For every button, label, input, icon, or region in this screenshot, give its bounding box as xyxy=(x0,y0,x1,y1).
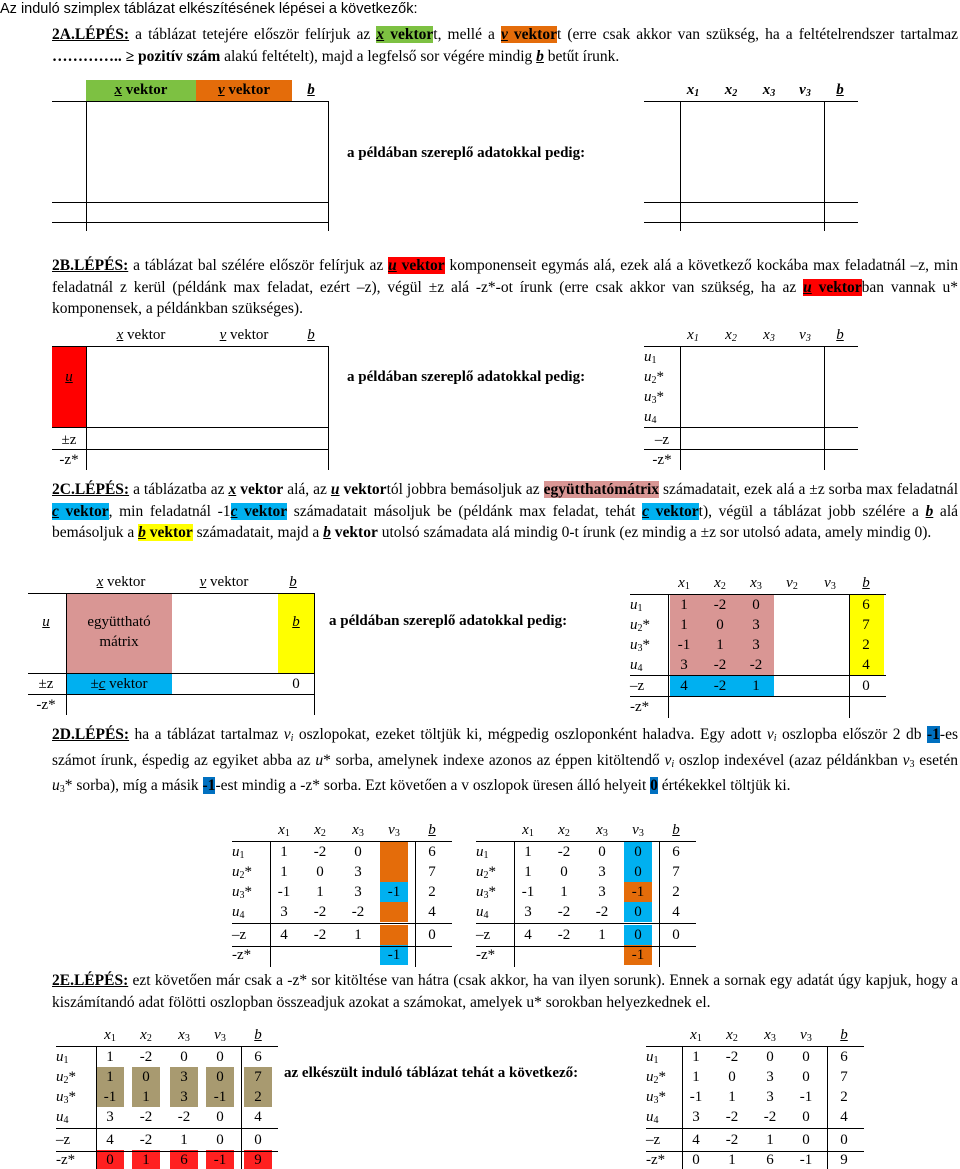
table-cell: 3 xyxy=(766,1089,774,1105)
table-cell: 0 xyxy=(624,902,652,922)
table-cell: -1 xyxy=(380,882,408,902)
table-cell: 3 xyxy=(680,657,688,673)
column-header: $x_3$ xyxy=(352,822,364,839)
column-header: b xyxy=(672,822,680,838)
row-label: $u_4$ xyxy=(232,904,245,921)
table-cell: 0 xyxy=(354,844,362,860)
column-header: $x_2$ xyxy=(726,1027,738,1044)
column-header: $x_2$ xyxy=(558,822,570,839)
column-header: b xyxy=(862,575,870,591)
table-cell: -1 xyxy=(96,1087,124,1107)
table-cell: 3 xyxy=(170,1087,198,1107)
row-label: $u_1$ xyxy=(232,844,245,861)
table-rule xyxy=(56,1128,278,1129)
table-cell xyxy=(380,862,408,882)
table-cell: 0 xyxy=(766,1049,774,1065)
table-cell: 0 xyxy=(840,1132,848,1148)
table-cell: -2 xyxy=(763,1109,777,1125)
table-cell: 1 xyxy=(354,927,362,943)
row-label: $u_2*$ xyxy=(630,617,650,634)
row-label: -z* xyxy=(56,1152,76,1168)
table-cell: 0 xyxy=(802,1109,810,1125)
table-cell: 1 xyxy=(598,927,606,943)
example-label-c: a példában szereplő adatokkal pedig: xyxy=(329,613,568,629)
column-header: $v_3$ xyxy=(824,575,836,592)
table-cell: 0 xyxy=(692,1152,700,1168)
row-label: $u_3*$ xyxy=(232,884,252,901)
row-label: $u_2*$ xyxy=(476,864,496,881)
table-cell: -1 xyxy=(624,882,652,902)
table-cell: 3 xyxy=(106,1109,114,1125)
table-rule xyxy=(646,1128,864,1129)
column-header: $x_2$ xyxy=(140,1027,152,1044)
table-cell: 3 xyxy=(598,884,606,900)
table-cell: 3 xyxy=(598,864,606,880)
table-cell: 0 xyxy=(560,864,568,880)
row-label: –z xyxy=(476,927,491,943)
table-cell: 0 xyxy=(206,1067,234,1087)
table-rule xyxy=(514,841,515,967)
table-cell: 7 xyxy=(862,617,870,633)
row-label: -z* xyxy=(646,1152,666,1168)
table-cell: -2 xyxy=(725,1109,739,1125)
table-cell: -1 xyxy=(206,1150,234,1169)
row-label: $u_4$ xyxy=(56,1109,69,1126)
table-cell: 2 xyxy=(840,1089,848,1105)
table-cell: 1 xyxy=(96,1067,124,1087)
table-cell xyxy=(778,615,806,635)
table-rule xyxy=(646,1151,864,1152)
table-cell: 1 xyxy=(716,637,724,653)
table-cell: -1 xyxy=(206,1087,234,1107)
table-cell: 4 xyxy=(672,904,680,920)
table-cell xyxy=(550,945,578,965)
row-label: $u_4$ xyxy=(630,657,643,674)
table-cell xyxy=(816,655,844,675)
table-cell xyxy=(816,595,844,615)
column-header: $x_3$ xyxy=(750,575,762,592)
row-label: $u_1$ xyxy=(646,1049,659,1066)
table-cell: 0 xyxy=(624,925,652,945)
table-cell xyxy=(270,945,298,965)
table-cell: 1 xyxy=(132,1087,160,1107)
table-cell: -1 xyxy=(677,637,691,653)
step-e-text: 2E.LÉPÉS: ezt követően már csak a -z* sor kitöltése van hátra (csak akkor, ha van ilyen sorunk). Ennek a sornak egy adatát úgy kapjuk, hogy a kiszámítandó adat fölötti oszlopban összeadjuk azokat a számokat, amelyek u* sorokban helyezkednek el. xyxy=(52,972,958,1011)
table-cell: -2 xyxy=(713,678,727,694)
table-cell: 1 xyxy=(766,1132,774,1148)
table-cell: 0 xyxy=(180,1049,188,1065)
example-label-a: a példában szereplő adatokkal pedig: xyxy=(347,145,586,161)
column-header: $x_1$ xyxy=(678,575,690,592)
table-cell: -1 xyxy=(277,884,291,900)
table-cell: 6 xyxy=(170,1150,198,1169)
table-cell: -1 xyxy=(799,1152,813,1168)
table-cell: -1 xyxy=(799,1089,813,1105)
table-rule xyxy=(827,1046,828,1169)
step-a-text: 2A.LÉPÉS: a táblázat tetejére először felírjuk az x vektort, mellé a v vektort (erre csak akkor van szükség, ha a feltételrendszer tartalmaz ………….. ≥ pozitív szám alakú feltételt), majd a legfelső sor végére mindig b betűt írunk. xyxy=(52,26,959,65)
row-label: $u_2*$ xyxy=(232,864,252,881)
table-cell: 6 xyxy=(862,597,870,613)
table-cell: 0 xyxy=(216,1132,224,1148)
table-cell: 0 xyxy=(428,927,436,943)
table-cell: 4 xyxy=(524,927,532,943)
table-cell: -1 xyxy=(380,945,408,965)
row-label: $u_3*$ xyxy=(476,884,496,901)
table-cell: 6 xyxy=(672,844,680,860)
table-cell: 0 xyxy=(752,597,760,613)
table-cell: 1 xyxy=(280,844,288,860)
row-label: –z xyxy=(646,1132,661,1148)
table-cell: 0 xyxy=(624,862,652,882)
table-cell xyxy=(380,902,408,922)
table-cell: 1 xyxy=(680,617,688,633)
table-cell: 3 xyxy=(280,904,288,920)
table-cell xyxy=(778,655,806,675)
row-label: $u_4$ xyxy=(476,904,489,921)
table-cell: -2 xyxy=(313,927,327,943)
column-header: $v_3$ xyxy=(214,1027,226,1044)
table-cell xyxy=(816,676,844,696)
table-rule xyxy=(232,946,452,947)
column-header: $x_1$ xyxy=(522,822,534,839)
column-header: $v_3$ xyxy=(632,822,644,839)
column-header: b xyxy=(254,1027,262,1043)
table-cell: 2 xyxy=(428,884,436,900)
table-cell: 3 xyxy=(752,617,760,633)
column-header: $x_3$ xyxy=(596,822,608,839)
example-label-b: a példában szereplő adatokkal pedig: xyxy=(347,369,586,385)
table-cell: -2 xyxy=(713,657,727,673)
table-cell: 7 xyxy=(840,1069,848,1085)
table-cell: 1 xyxy=(692,1069,700,1085)
table-rule xyxy=(476,946,696,947)
table-cell: 2 xyxy=(244,1087,272,1107)
row-label: -z* xyxy=(476,947,496,963)
table-cell: -2 xyxy=(725,1049,739,1065)
column-header: $x_3$ xyxy=(764,1027,776,1044)
table-cell xyxy=(380,842,408,862)
table-rule xyxy=(96,1046,97,1169)
table-cell: 4 xyxy=(862,657,870,673)
column-header: $v_3$ xyxy=(388,822,400,839)
table-cell: 1 xyxy=(106,1049,114,1065)
table-rule xyxy=(476,923,696,924)
table-cell: 0 xyxy=(802,1069,810,1085)
table-cell: -2 xyxy=(139,1049,153,1065)
table-cell: 3 xyxy=(170,1067,198,1087)
table-cell: 4 xyxy=(254,1109,262,1125)
table-cell: 4 xyxy=(106,1132,114,1148)
step-d-text: 2D.LÉPÉS: ha a táblázat tartalmaz $v_i$ oszlopokat, ezeket töltjük ki, mégpedig oszloponként haladva. Egy adott $v_i$ oszlopba először 2 db -1-es számot írunk, éspedig az egyiket abba az u* sorba, amelynek indexe azonos az éppen kitöltendő $v_i$ oszlop indexével (azaz példánkban $v_3$ esetén $u_3*$ sorba), míg a másik -1-est mindig a -z* sorba. Ezt követően a v oszlopok üresen álló helyeit 0 értékekkel töltjük ki. xyxy=(52,726,958,795)
table-cell: 6 xyxy=(840,1049,848,1065)
table-rule xyxy=(668,594,669,718)
table-cell: 4 xyxy=(680,678,688,694)
table-cell xyxy=(778,635,806,655)
table-cell: -2 xyxy=(725,1132,739,1148)
table-cell: -2 xyxy=(595,904,609,920)
table-cell: 1 xyxy=(692,1049,700,1065)
row-label: $u_1$ xyxy=(630,597,643,614)
table-cell: 1 xyxy=(680,597,688,613)
table-cell: 6 xyxy=(428,844,436,860)
row-label: $u_2*$ xyxy=(56,1069,76,1086)
table-cell: -1 xyxy=(624,945,652,965)
table-cell: 0 xyxy=(672,927,680,943)
table-cell: 0 xyxy=(316,864,324,880)
table-cell: 0 xyxy=(598,844,606,860)
column-header: b xyxy=(840,1027,848,1043)
row-label: –z xyxy=(56,1132,71,1148)
table-cell: -2 xyxy=(713,597,727,613)
row-label: $u_1$ xyxy=(476,844,489,861)
table-cell: 1 xyxy=(728,1152,736,1168)
row-label: –z xyxy=(630,678,645,694)
table-cell: 3 xyxy=(354,884,362,900)
table-cell: 3 xyxy=(524,904,532,920)
column-header: b xyxy=(428,822,436,838)
table-cell: 9 xyxy=(244,1150,272,1169)
table-cell: 7 xyxy=(428,864,436,880)
table-rule xyxy=(682,1046,683,1169)
table-cell xyxy=(588,945,616,965)
table-cell: -1 xyxy=(689,1089,703,1105)
table-cell: 1 xyxy=(524,844,532,860)
table-cell: -2 xyxy=(557,904,571,920)
row-label: $u_3*$ xyxy=(646,1089,666,1106)
table-cell: 1 xyxy=(752,678,760,694)
table-cell: -2 xyxy=(557,927,571,943)
row-label: $u_4$ xyxy=(646,1109,659,1126)
table-rule xyxy=(659,841,660,967)
column-header: $v_3$ xyxy=(800,1027,812,1044)
table-cell: 7 xyxy=(244,1067,272,1087)
table-rule xyxy=(270,841,271,967)
table-cell: 0 xyxy=(624,842,652,862)
table-cell: 3 xyxy=(692,1109,700,1125)
table-cell xyxy=(380,925,408,945)
table-cell: 6 xyxy=(254,1049,262,1065)
table-cell: -1 xyxy=(521,884,535,900)
table-rule xyxy=(241,1046,242,1169)
table-cell: 0 xyxy=(216,1049,224,1065)
row-label: $u_1$ xyxy=(56,1049,69,1066)
table-cell: 1 xyxy=(180,1132,188,1148)
table-cell: 4 xyxy=(692,1132,700,1148)
column-header: $x_1$ xyxy=(690,1027,702,1044)
table-cell: 1 xyxy=(280,864,288,880)
table-cell: 1 xyxy=(560,884,568,900)
step-b-text: 2B.LÉPÉS: a táblázat bal szélére először felírjuk az u vektor komponenseit egymás alá, ezek alá a következő kockába max feladatnál –z, min feladatnál z kerül (példánk max feladat, ezért –z), végül ±z alá -z*-ot írunk (erre csak akkor van szükség, ha az u vektorban vannak u* komponensek, a példánkban szükséges). xyxy=(52,257,958,317)
table-cell: 3 xyxy=(752,637,760,653)
row-label: –z xyxy=(232,927,247,943)
column-header: $x_3$ xyxy=(178,1027,190,1044)
table-cell: 4 xyxy=(280,927,288,943)
column-header: $x_1$ xyxy=(278,822,290,839)
table-cell: -2 xyxy=(139,1109,153,1125)
table-cell: 3 xyxy=(354,864,362,880)
row-label: -z* xyxy=(232,947,252,963)
table-cell: -2 xyxy=(749,657,763,673)
table-cell: 0 xyxy=(728,1069,736,1085)
row-label: $u_3*$ xyxy=(630,637,650,654)
table-cell: -2 xyxy=(313,844,327,860)
table-cell xyxy=(778,676,806,696)
table-cell: 3 xyxy=(766,1069,774,1085)
table-cell xyxy=(662,945,690,965)
table-cell xyxy=(418,945,446,965)
table-cell: 0 xyxy=(802,1049,810,1065)
table-cell xyxy=(816,615,844,635)
table-rule xyxy=(232,923,452,924)
table-cell xyxy=(514,945,542,965)
table-rule xyxy=(415,841,416,967)
table-cell: 2 xyxy=(862,637,870,653)
table-cell: 1 xyxy=(524,864,532,880)
table-cell: 7 xyxy=(672,864,680,880)
table-cell: 1 xyxy=(316,884,324,900)
page-title: Az induló szimplex táblázat elkészítésének lépései a következők: xyxy=(0,1,418,17)
table-cell: 0 xyxy=(254,1132,262,1148)
row-label: $u_2*$ xyxy=(646,1069,666,1086)
table-cell: 0 xyxy=(96,1150,124,1169)
column-header: $x_2$ xyxy=(714,575,726,592)
table-cell: 2 xyxy=(672,884,680,900)
table-cell: -2 xyxy=(139,1132,153,1148)
step-c-text: 2C.LÉPÉS: a táblázatba az x vektor alá, az u vektortól jobbra bemásoljuk az együtthatómátrix számadatait, ezek alá a ±z sorba max feladatnál c vektor, min feladatnál -1c vektor számadatait másoljuk be (példánk max feladat, tehát c vektort), végül a táblázat jobb szélére a b alá bemásoljuk a b vektor számadatait, majd a b vektor utolsó számadata alá mindig 0-t írunk (ez mindig a ±z sor utolsó adata, amely mindig 0). xyxy=(52,481,958,541)
table-cell: -2 xyxy=(351,904,365,920)
table-cell: 0 xyxy=(802,1132,810,1148)
table-cell: 0 xyxy=(216,1109,224,1125)
table-cell: -2 xyxy=(177,1109,191,1125)
column-header: $x_2$ xyxy=(314,822,326,839)
table-cell: 1 xyxy=(728,1089,736,1105)
table-cell: 0 xyxy=(716,617,724,633)
table-cell: 0 xyxy=(862,678,870,694)
table-cell: 0 xyxy=(132,1067,160,1087)
final-label: az elkészült induló táblázat tehát a következő: xyxy=(284,1065,579,1081)
row-label: $u_3*$ xyxy=(56,1089,76,1106)
table-cell xyxy=(344,945,372,965)
table-cell: 4 xyxy=(840,1109,848,1125)
table-cell: -2 xyxy=(557,844,571,860)
column-header: $v_2$ xyxy=(786,575,798,592)
table-rule xyxy=(849,594,850,718)
table-cell: 6 xyxy=(766,1152,774,1168)
table-cell: 4 xyxy=(428,904,436,920)
table-cell xyxy=(816,635,844,655)
table-cell: 9 xyxy=(840,1152,848,1168)
row-label: -z* xyxy=(630,699,650,715)
table-cell xyxy=(306,945,334,965)
column-header: $x_1$ xyxy=(104,1027,116,1044)
table-cell xyxy=(778,595,806,615)
table-cell: -2 xyxy=(313,904,327,920)
table-rule xyxy=(56,1151,278,1152)
table-cell: 1 xyxy=(132,1150,160,1169)
